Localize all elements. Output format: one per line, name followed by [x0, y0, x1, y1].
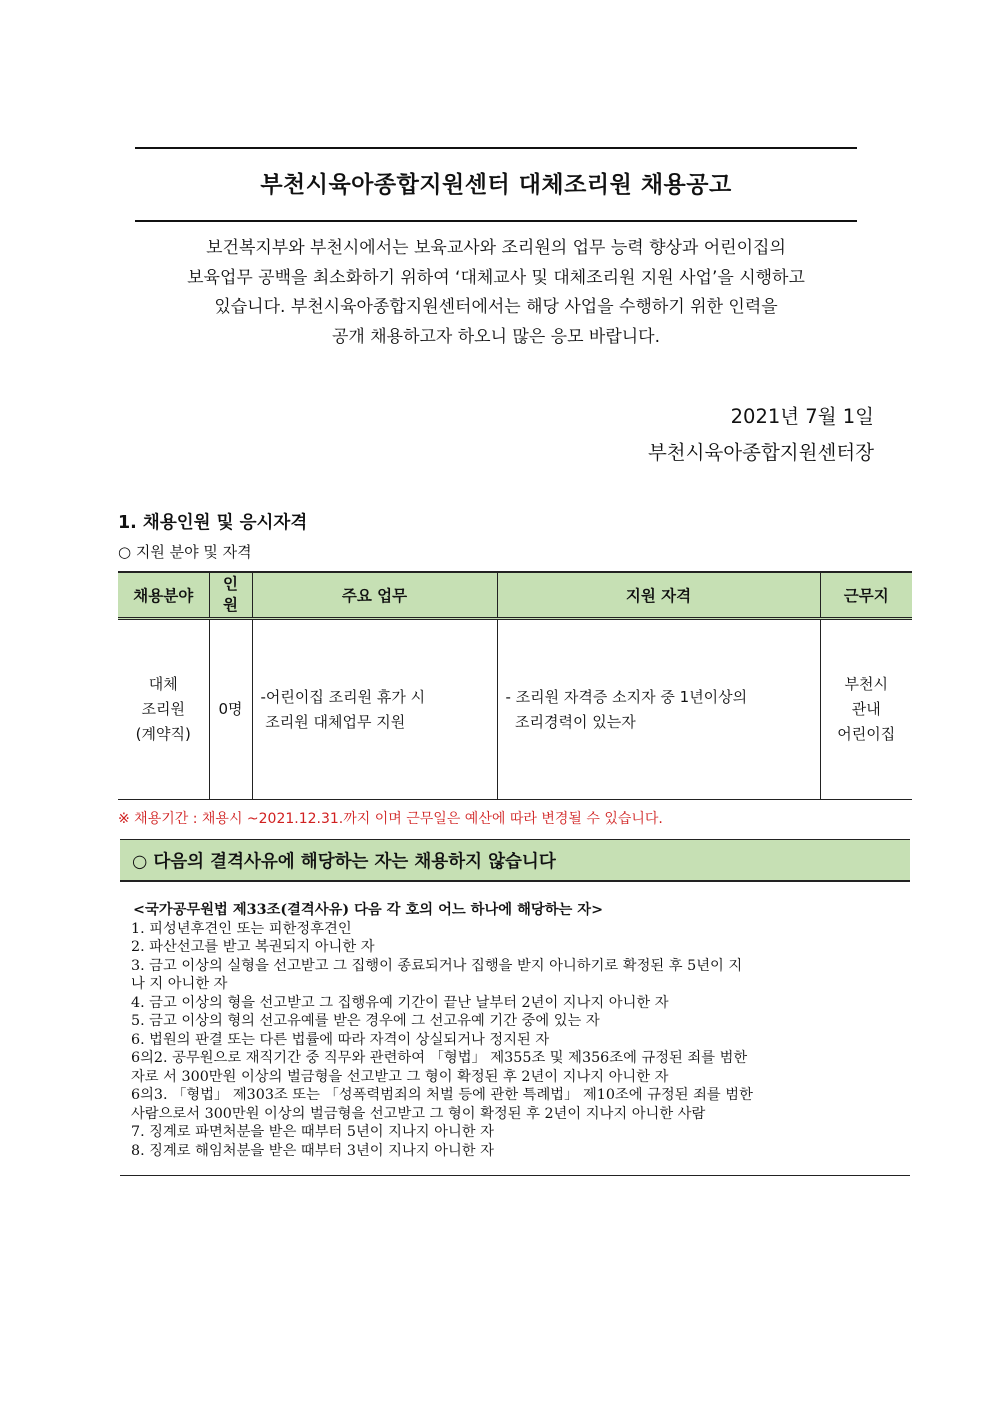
employment-period-note: ※ 채용기간 : 채용시 ~2021.12.31.까지 이며 근무일은 예산에 따라 변경될 수 있습니다. — [118, 811, 663, 827]
table-row — [118, 619, 912, 800]
list-item: 6의3. 「형법」 제303조 또는 「성폭력범죄의 처벌 등에 관한 특례법」 제10조에 규정된 죄를 범한 — [131, 1087, 753, 1103]
intro-paragraph — [120, 234, 872, 352]
cell-line: 조리원 — [141, 700, 185, 718]
table-header-row — [118, 572, 912, 619]
title-bottom-rule — [135, 220, 857, 222]
page-title: 부천시육아종합지원센터 대체조리원 채용공고 — [260, 172, 732, 198]
header-qualification: 지원 자격 — [497, 572, 820, 619]
cell-workplace — [820, 619, 912, 800]
list-item: 나 지 아니한 자 — [131, 976, 228, 992]
header-duties: 주요 업무 — [252, 572, 497, 619]
cell-line: 어린이집 — [837, 725, 896, 743]
disqualification-list — [131, 901, 911, 1160]
list-item: 6의2. 공무원으로 재직기간 중 직무와 관련하여 「형법」 제355조 및 제356조에 규정된 죄를 범한 — [131, 1050, 748, 1066]
list-item: 1. 피성년후견인 또는 피한정후견인 — [131, 920, 352, 937]
list-item: 7. 징계로 파면처분을 받은 때부터 5년이 지나지 아니한 자 — [131, 1124, 494, 1140]
cell-line: -어린이집 조리원 휴가 시 — [260, 687, 426, 706]
header-field: 채용분야 — [118, 572, 209, 619]
header-count-top: 인 — [223, 575, 238, 593]
list-item: 2. 파산선고를 받고 복권되지 아니한 자 — [131, 939, 375, 955]
law-heading: <국가공무원법 제33조(결격사유) 다음 각 호의 어느 하나에 해당하는 자> — [133, 902, 604, 918]
cell-line: 조리경력이 있는자 — [505, 712, 636, 731]
cell-count: 0명 — [209, 619, 252, 800]
list-item: 4. 금고 이상의 형을 선고받고 그 집행유예 기간이 끝난 날부터 2년이 지나지 아니한 자 — [131, 994, 669, 1011]
cell-line: 대체 — [148, 675, 178, 693]
cell-qualification — [497, 619, 820, 800]
cell-line: 관내 — [851, 700, 881, 718]
issuer-name: 부천시육아종합지원센터장 — [647, 441, 874, 464]
section-subtitle: ○ 지원 분야 및 자격 — [118, 543, 252, 561]
list-item: 자로 서 300만원 이상의 벌금형을 선고받고 그 형이 확정된 후 2년이 지나지 아니한 자 — [131, 1068, 669, 1085]
list-item: 5. 금고 이상의 형의 선고유예를 받은 경우에 그 선고유예 기간 중에 있는 자 — [131, 1013, 600, 1029]
announcement-date: 2021년 7월 1일 — [730, 405, 874, 428]
list-item: 6. 법원의 판결 또는 다른 법률에 따라 자격이 상실되거나 정지된 자 — [131, 1031, 550, 1048]
cell-line: 조리원 대체업무 지원 — [260, 712, 406, 731]
disqualification-box: ○ 다음의 결격사유에 해당하는 자는 채용하지 않습니다 — [120, 839, 910, 882]
cell-field — [118, 619, 209, 800]
section-title: 1. 채용인원 및 응시자격 — [118, 513, 308, 533]
list-item: 3. 금고 이상의 실형을 선고받고 그 집행이 종료되거나 집행을 받지 아니하기로 확정된 후 5년이 지 — [131, 957, 743, 974]
header-count-bottom: 원 — [223, 596, 238, 614]
bottom-rule — [120, 1175, 910, 1176]
cell-duties — [252, 619, 497, 800]
recruitment-table — [118, 571, 912, 800]
intro-line: 보건복지부와 부천시에서는 보육교사와 조리원의 업무 능력 향상과 어린이집의 — [206, 238, 786, 258]
cell-line: - 조리원 자격증 소지자 중 1년이상의 — [505, 687, 748, 706]
title-top-rule — [135, 147, 857, 149]
list-item: 사람으로서 300만원 이상의 벌금형을 선고받고 그 형이 확정된 후 2년이 지나지 아니한 사람 — [131, 1105, 706, 1122]
cell-line: (계약직) — [135, 725, 191, 743]
list-item: 8. 징계로 해임처분을 받은 때부터 3년이 지나지 아니한 자 — [131, 1142, 494, 1159]
intro-line: 있습니다. 부천시육아종합지원센터에서는 해당 사업을 수행하기 위한 인력을 — [214, 297, 778, 317]
header-count — [209, 572, 252, 619]
intro-line: 공개 채용하고자 하오니 많은 응모 바랍니다. — [331, 326, 661, 347]
header-workplace: 근무지 — [820, 572, 912, 619]
cell-line: 부천시 — [844, 675, 888, 693]
intro-line: 보육업무 공백을 최소화하기 위하여 ‘대체교사 및 대체조리원 지원 사업’을 시행하고 — [187, 267, 805, 288]
